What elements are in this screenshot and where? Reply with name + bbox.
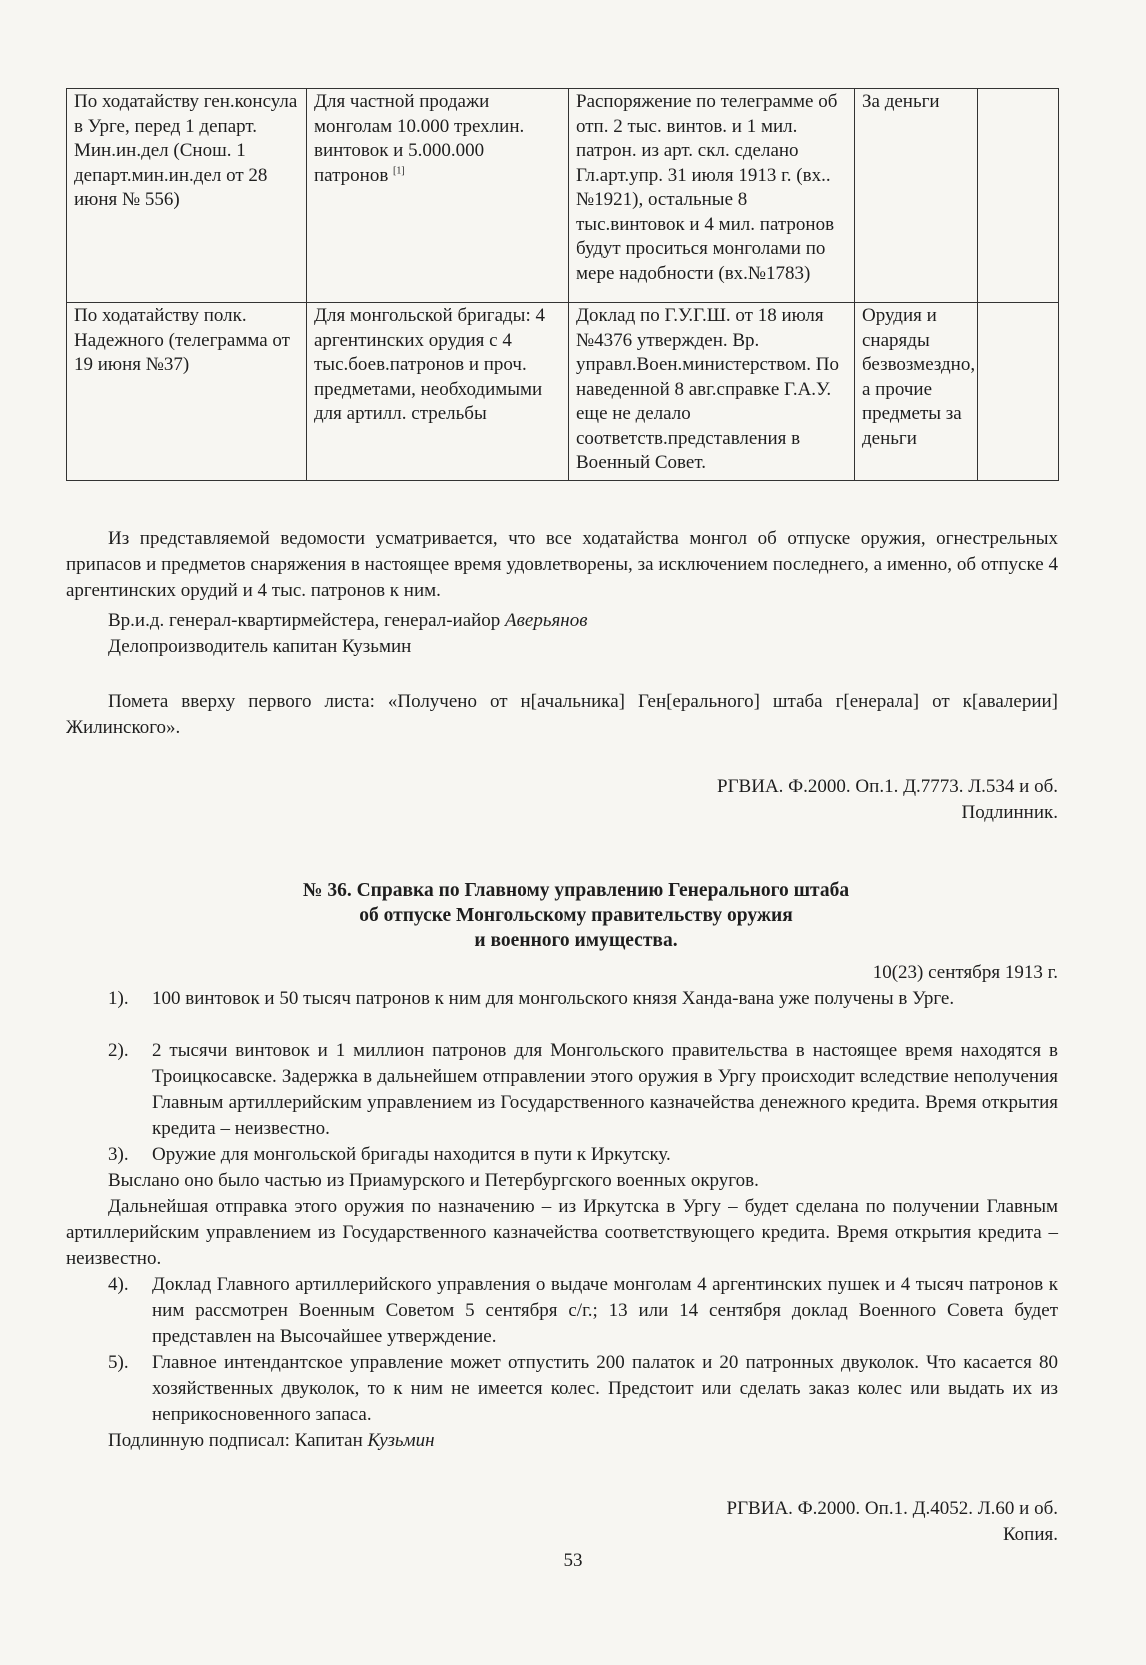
table-cell-terms: Орудия и снаряды безвозмездно, а прочие предметы за деньги — [855, 303, 978, 481]
table-cell-petition: По ходатайству полк. Надежного (телеграмма от 19 июня №37) — [67, 303, 307, 481]
archive-reference: РГВИА. Ф.2000. Оп.1. Д.4052. Л.60 и об. — [726, 1498, 1058, 1519]
list-item: 3). Оружие для монгольской бригады находится в пути к Иркутску. — [108, 1144, 671, 1165]
table-cell-petition: По ходатайству ген.консула в Урге, перед 1 департ. Мин.ин.дел (Снош. 1 департ.мин.ин.дел от 28 июня № 556) — [67, 89, 307, 303]
page-number: 53 — [563, 1550, 583, 1571]
signer-clerk: Делопроизводитель капитан Кузьмин — [108, 636, 412, 657]
signer-deputy: Вр.и.д. генерал-квартирмейстера, генерал-иайор Аверьянов — [108, 610, 588, 631]
table-cell-decision: Распоряжение по телеграмме об отп. 2 тыс. винтов. и 1 мил. патрон. из арт. скл. сделано Гл.арт.упр. 31 июля 1913 г. (вх..№1921), остальные 8 тыс.винтовок и 4 мил. патронов будут проситься монголами по мере надобности (вх.№1783) — [569, 89, 855, 303]
body-paragraph: Дальнейшая отправка этого оружия по назначению – из Иркутска в Ургу – будет сделана по получении Главным артиллерийским управлением из Государственного казначейства соответствующего кредита. Время открытия кредита – неизвестно. — [66, 1196, 1058, 1269]
list-item: 1). 100 винтовок и 50 тысяч патронов к ним для монгольского князя Ханда-вана уже получены в Урге. — [108, 988, 955, 1009]
archive-reference: РГВИА. Ф.2000. Оп.1. Д.7773. Л.534 и об. — [717, 776, 1058, 797]
body-paragraph: Выслано оно было частью из Приамурского и Петербургского военных округов. — [108, 1170, 759, 1191]
list-item: 5). Главное интендантское управление может отпустить 200 палаток и 20 патронных двуколок. Что касается 80 хозяйственных двуколок, то к ним не имеется колес. Предстоит или сделать заказ колес или выдать их из неприкосновенного запаса. — [108, 1352, 1058, 1425]
document-title: № 36. Справка по Главному управлению Генерального штаба об отпуске Монгольскому правительству оружия и военного имущества. — [302, 880, 850, 951]
table-cell-purpose: Для монгольской бригады: 4 аргентинских орудия с 4 тыс.боев.патронов и проч. предметами, необходимыми для артилл. стрельбы — [307, 303, 569, 481]
document-type: Копия. — [1002, 1524, 1058, 1545]
annotation-note: Помета вверху первого листа: «Получено от н[ачальника] Ген[ерального] штаба г[енерала] от к[авалерии] Жилинского». — [66, 691, 1058, 738]
archive-table — [66, 88, 1059, 481]
table-cell-terms: За деньги — [855, 89, 978, 303]
document-date: 10(23) сентября 1913 г. — [872, 962, 1058, 983]
list-item: 2). 2 тысячи винтовок и 1 миллион патронов для Монгольского правительства в настоящее время находятся в Троицкосавске. Задержка в дальнейшем отправлении этого оружия в Ургу происходит вследствие неполучения Главным артиллерийским управлением из Государственного казначейства денежного кредита. Время открытия кредита – неизвестно. — [108, 1040, 1058, 1139]
table-row — [67, 303, 1059, 481]
table-cell-blank — [978, 303, 1059, 481]
table-cell-purpose: Для частной продажи монголам 10.000 трехлин. винтовок и 5.000.000 патронов [1] — [307, 89, 569, 303]
list-item: 4). Доклад Главного артиллерийского управления о выдаче монголам 4 аргентинских пушек и 4 тысяч патронов к ним рассмотрен Военным Советом 5 сентября с/г.; 13 или 14 сентября доклад Военного Совета будет представлен на Высочайшее утверждение. — [108, 1274, 1058, 1347]
table-cell-blank — [978, 89, 1059, 303]
table-row — [67, 89, 1059, 303]
summary-paragraph: Из представляемой ведомости усматривается, что все ходатайства монгол об отпуске оружия, огнестрельных припасов и предметов снаряжения в настоящее время удовлетворены, за исключением последнего, а именно, об отпуске 4 аргентинских орудий и 4 тыс. патронов к ним. — [66, 528, 1058, 601]
document-type: Подлинник. — [961, 802, 1058, 823]
signature-line: Подлинную подписал: Капитан Кузьмин — [108, 1430, 435, 1451]
footnote-marker: [1] — [393, 165, 405, 177]
table-cell-decision: Доклад по Г.У.Г.Ш. от 18 июля №4376 утвержден. Вр. управл.Воен.министерством. По наведенной 8 авг.справке Г.А.У. еще не делало соответств.представления в Военный Совет. — [569, 303, 855, 481]
